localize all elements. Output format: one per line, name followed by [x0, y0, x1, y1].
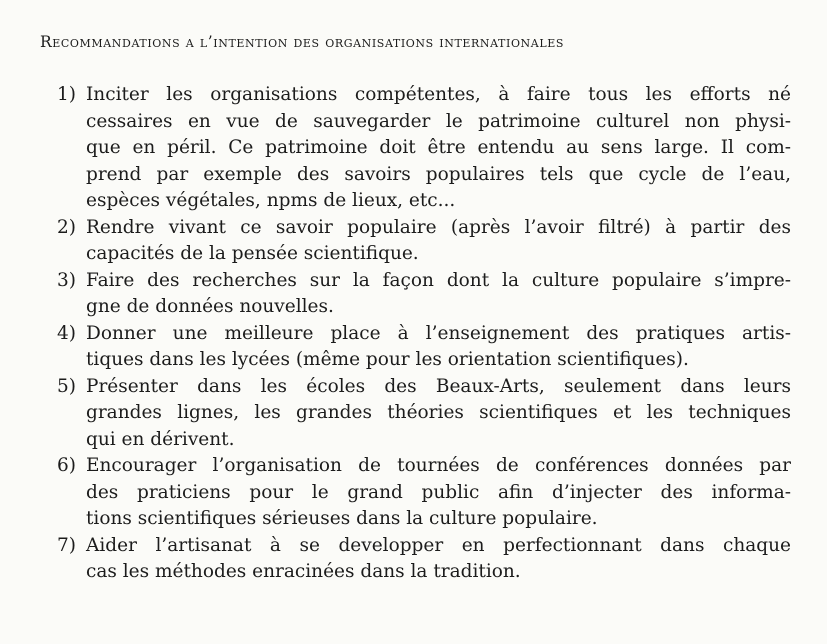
item-text-line: Présenter dans les écoles des Beaux-Arts, seulement dans leurs — [86, 375, 791, 397]
item-number: 3) — [57, 269, 76, 291]
item-text-line: prend par exemple des savoirs populaires tels que cycle de l’eau, — [86, 163, 791, 185]
item-number: 4) — [57, 322, 76, 344]
item-text-line: espèces végétales, npms de lieux, etc... — [86, 190, 456, 211]
recommendation-item — [0, 374, 827, 454]
recommendation-item — [0, 321, 827, 374]
recommendation-item — [0, 453, 827, 533]
recommendation-item — [0, 268, 827, 321]
item-number: 1) — [57, 84, 76, 105]
recommendation-item — [0, 215, 827, 268]
item-text-line: Aider l’artisanat à se developper en perfectionnant dans chaque — [86, 534, 791, 556]
item-text-line: gne de données nouvelles. — [86, 296, 334, 317]
item-text-line: Donner une meilleure place à l’enseignement des pratiques artis- — [86, 322, 791, 344]
item-number: 2) — [57, 216, 76, 238]
item-text-line: Inciter les organisations compétentes, à faire tous les efforts né — [86, 84, 791, 105]
item-number: 6) — [57, 455, 76, 476]
item-number: 7) — [57, 534, 76, 556]
item-text-line: Rendre vivant ce savoir populaire (après l’avoir filtré) à partir des — [86, 216, 791, 238]
item-text-line: cas les méthodes enracinées dans la tradition. — [86, 561, 521, 582]
section-heading: Recommandations a l’intention des organisations internationales — [40, 33, 565, 51]
item-text-line: Faire des recherches sur la façon dont la culture populaire s’impre- — [86, 269, 791, 291]
item-number: 5) — [57, 375, 76, 397]
item-text-line: que en péril. Ce patrimoine doit être entendu au sens large. Il com- — [86, 137, 791, 158]
item-text-line: grandes lignes, les grandes théories scientifiques et les techniques — [86, 402, 791, 423]
item-text-line: Encourager l’organisation de tournées de conférences données par — [86, 455, 791, 476]
item-text-line: capacités de la pensée scientifique. — [86, 243, 419, 264]
item-text-line: cessaires en vue de sauvegarder le patrimoine culturel non physi- — [86, 110, 791, 132]
item-text-line: tiques dans les lycées (même pour les orientation scientifiques). — [86, 349, 689, 370]
item-text-line: qui en dérivent. — [86, 428, 235, 450]
recommendations-list — [0, 82, 827, 586]
item-text-line: des praticiens pour le grand public afin d’injecter des informa- — [86, 481, 791, 503]
recommendation-item — [0, 82, 827, 215]
recommendation-item — [0, 533, 827, 586]
item-text-line: tions scientifiques sérieuses dans la culture populaire. — [86, 508, 598, 529]
